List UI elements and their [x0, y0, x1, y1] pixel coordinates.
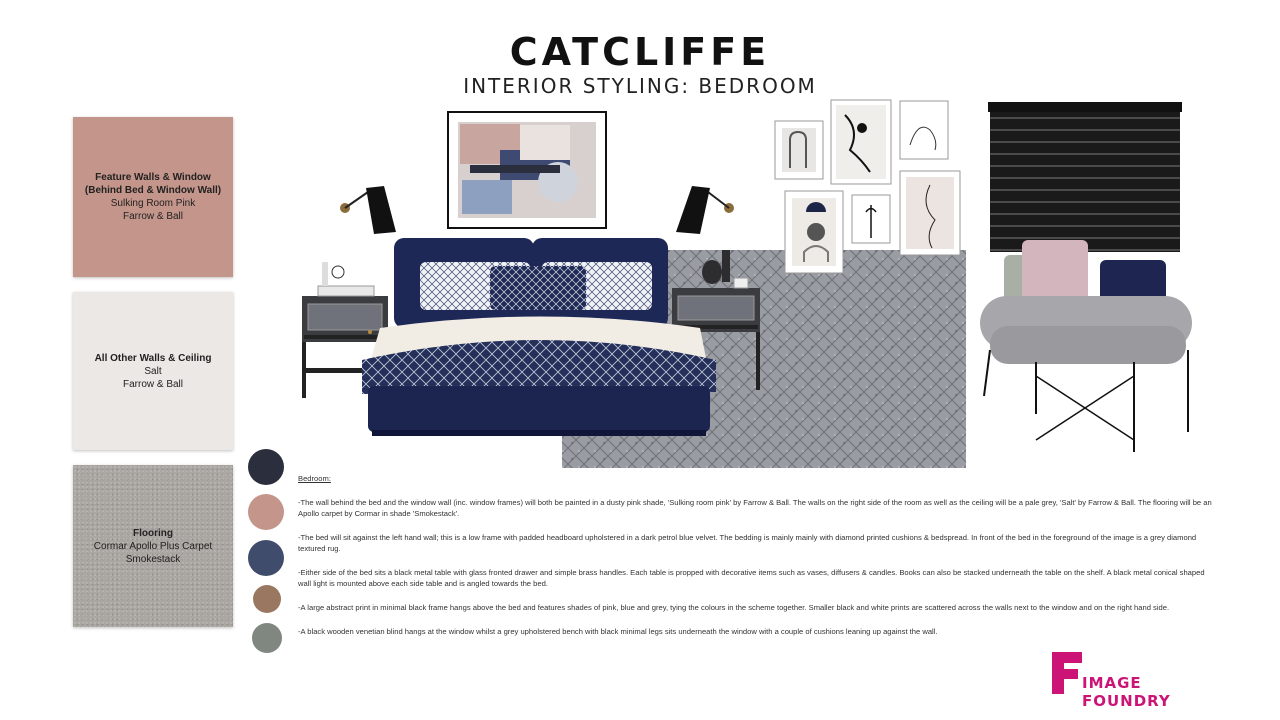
bench [980, 240, 1192, 452]
swatch-color-name: Salt [144, 365, 162, 377]
image-foundry-logo [1050, 652, 1225, 710]
swatch-brand: Smokestack [125, 553, 181, 565]
abstract-print [448, 112, 606, 228]
swatch-color-name: Cormar Apollo Plus Carpet [93, 540, 213, 552]
page-title: CATCLIFFE [509, 30, 771, 74]
description-paragraph: -The wall behind the bed and the window wall (inc. window frames) will both be painted in a dusty pink shade, 'Sulking room pink' by Farrow & Ball. The walls on the right side of the room as well as the ceiling will be a pale grey, 'Salt' by Farrow & Ball. The flooring will be an Apollo carpet by Cormar in shade 'Smokestack'. [298, 498, 1212, 518]
description-heading: Bedroom: [298, 474, 331, 483]
swatch-title: Flooring [133, 527, 173, 539]
swatch-title: All Other Walls & Ceiling [94, 352, 212, 364]
wall-light-left [340, 186, 396, 234]
logo-f-icon [1050, 652, 1084, 694]
swatch-color-name: Sulking Room Pink [110, 198, 196, 209]
description-paragraph: -A black wooden venetian blind hangs at the window whilst a grey upholstered bench with black minimal legs sits underneath the window with a couple of cushions leaning up against the wall. [298, 627, 938, 636]
description-paragraph: -A large abstract print in minimal black frame hangs above the bed and features shades of pink, blue and grey, tying the colours in the scheme together. Smaller black and white prints are scattered across the walls next to the window and on the right hand side. [298, 603, 1170, 612]
wall-light-right [676, 186, 734, 234]
description-block [298, 473, 1213, 650]
logo-text: IMAGE FOUNDRY [1082, 674, 1171, 710]
venetian-blind [988, 102, 1182, 252]
swatch-title: Feature Walls & Window [95, 172, 211, 183]
swatch-brand: Farrow & Ball [122, 211, 183, 222]
bed [362, 238, 716, 436]
gallery-prints [775, 100, 960, 273]
page-subtitle: INTERIOR STYLING: BEDROOM [463, 74, 817, 98]
swatch-brand: Farrow & Ball [122, 378, 183, 390]
description-paragraph: -The bed will sit against the left hand wall; this is a low frame with padded headboard upholstered in a dark petrol blue velvet. The bedding is mainly mainly with diamond printed cushions & bedspread. In front of the bed in the foreground of the image is a grey diamond textured rug. [298, 533, 1197, 553]
swatch-title-sub: (Behind Bed & Window Wall) [84, 185, 222, 196]
description-paragraph: -Either side of the bed sits a black metal table with glass fronted drawer and simple brass handles. Each table is propped with decorative items such as vases, diffusers & candles. Books can also be stacked underneath the table on the shelf. A black metal conical shaped wall light is mounted above each side table and is angled towards the bed. [298, 568, 1205, 588]
